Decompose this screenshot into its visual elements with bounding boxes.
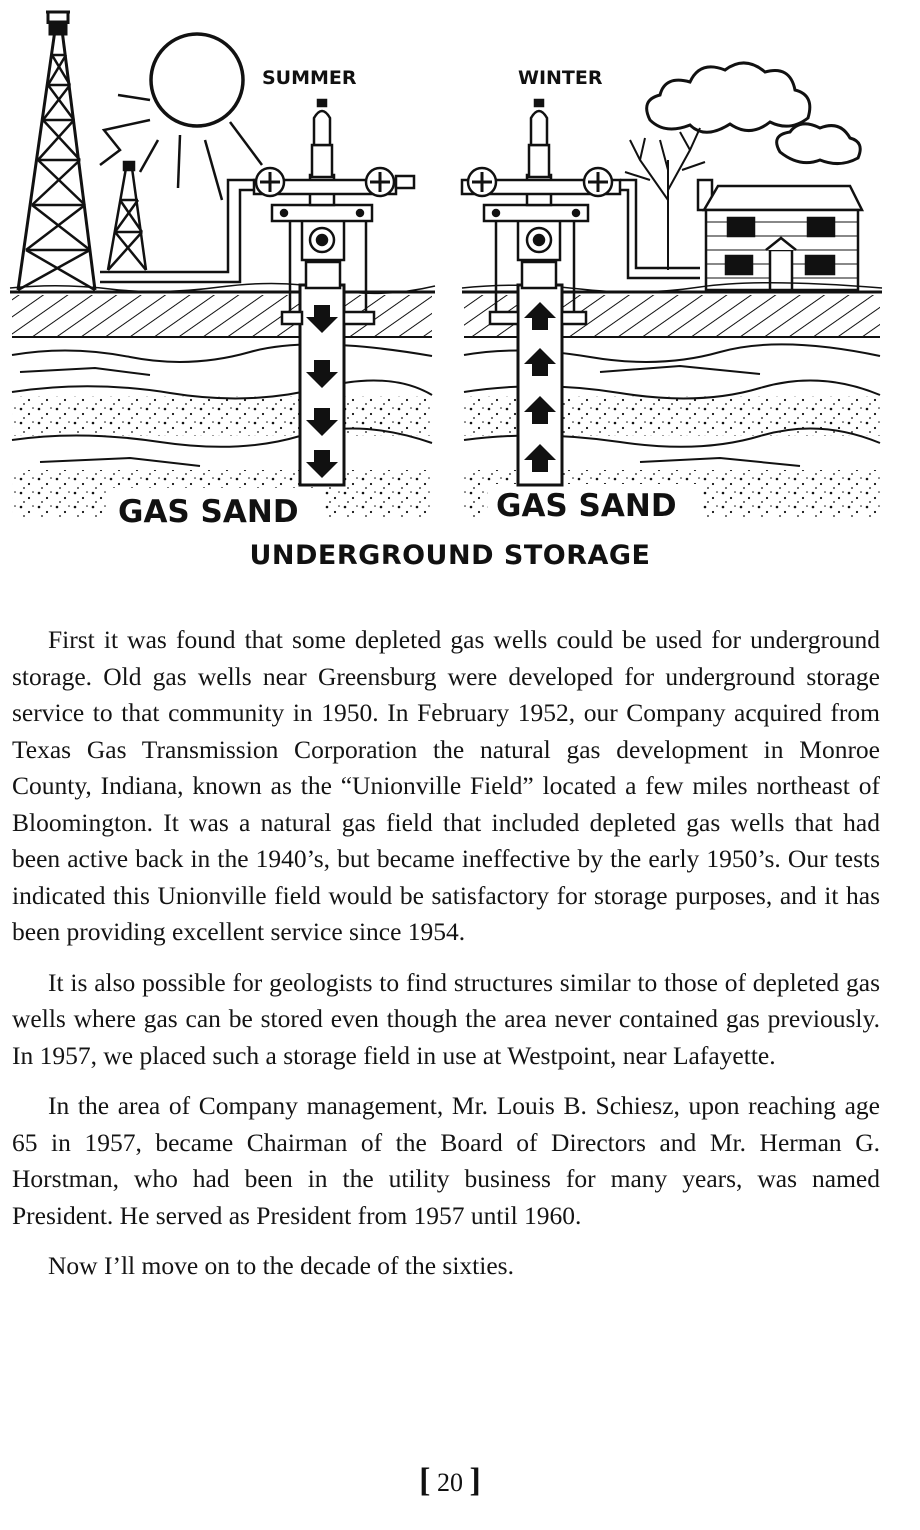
cloud-icon [647,63,861,164]
paragraph: It is also possible for geologists to find structures similar to those of depleted gas wells where gas can be stored even though the area never contained gas previously. In 1957, we placed such a storage field in use at Westpoint, near Lafayette. [12,967,880,1070]
oil-derrick-small [108,162,146,270]
illustration-title: UNDERGROUND STORAGE [249,540,651,571]
oil-derrick-large [18,12,95,290]
page-number [0,1462,900,1500]
summer-label: SUMMER [262,67,357,89]
underground-storage-illustration [0,0,920,560]
winter-gas-sand-label: GAS SAND [496,488,677,524]
house-icon [698,180,862,290]
left-bracket: [ [419,1462,431,1499]
page-number-value: 20 [437,1468,463,1497]
summer-sand-dots [12,396,432,436]
body-text [12,622,880,1299]
right-bracket: ] [469,1462,481,1499]
winter-panel [462,63,882,524]
winter-pipeline [620,180,700,278]
summer-panel [10,12,435,530]
summer-well-casing [300,285,344,485]
winter-label: WINTER [518,67,603,89]
summer-gas-sand-label: GAS SAND [118,494,299,530]
paragraph: Now I’ll move on to the decade of the sixties. [48,1251,514,1280]
paragraph: First it was found that some depleted gas wells could be used for underground storage. Old gas wells near Greensburg were developed for underground storage service to that community in 1950. In February 1952, our Company acquired from Texas Gas Transmission Corporation the natural gas development in Monroe County, Indiana, known as the “Unionville Field” located a few miles northeast of Bloomington. It was a natural gas field that included depleted gas wells that had been active back in the 1940’s, but became ineffective by the early 1950’s. Our tests indicated this Unionville field would be satisfactory for storage purposes, and it has been providing excellent service since 1954. [12,625,880,946]
winter-well-casing [518,285,562,485]
paragraph: In the area of Company management, Mr. Louis B. Schiesz, upon reaching age 65 in 1957, became Chairman of the Board of Directors and Mr. Herman G. Horstman, who had been in the utility business for many years, was named President. He served as President from 1957 until 1960. [12,1091,880,1230]
